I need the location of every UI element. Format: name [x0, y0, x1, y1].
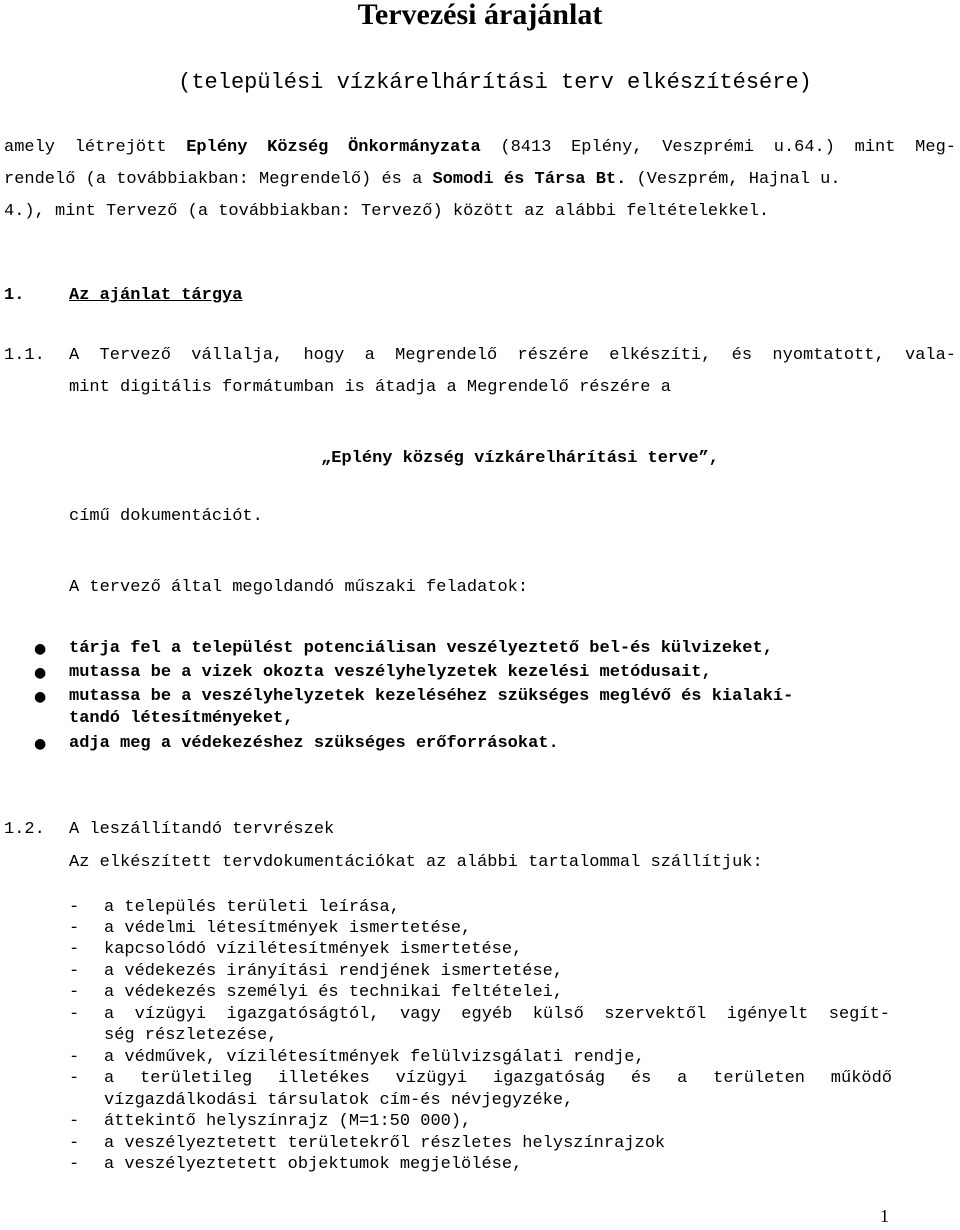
task-text: tárja fel a települést potenciálisan veszélyeztető bel-és külvizeket, — [69, 639, 773, 658]
page-number: 1 — [880, 1206, 889, 1226]
section-1-title: Az ajánlat tárgya — [69, 286, 243, 305]
deliverable-item: a védművek, vízilétesítmények felülvizsgálati rendje, — [104, 1048, 645, 1067]
intro-paragraph — [4, 132, 956, 228]
deliverable-item-cont: vízgazdálkodási társulatok cím-és névjegyzéke, — [104, 1091, 574, 1110]
bullet-icon: ● — [34, 689, 47, 705]
task-bullet-2 — [69, 663, 712, 682]
intro-line-2 — [4, 164, 956, 196]
section-1-number: 1. — [4, 286, 25, 305]
list-dash: - — [69, 1005, 80, 1024]
section-1-2-number: 1.2. — [4, 820, 45, 839]
list-dash: - — [69, 1112, 80, 1131]
bullet-icon: ● — [34, 665, 47, 681]
deliverables-intro: Az elkészített tervdokumentációkat az alábbi tartalommal szállítjuk: — [69, 853, 763, 872]
list-dash: - — [69, 1134, 80, 1153]
list-dash: - — [69, 1048, 80, 1067]
document-title: Tervezési árajánlat — [357, 0, 603, 31]
list-dash: - — [69, 1069, 80, 1088]
list-dash: - — [69, 983, 80, 1002]
intro-text: (Veszprém, Hajnal u. — [626, 170, 841, 189]
section-1-1-line-2: mint digitális formátumban is átadja a Megrendelő részére a — [69, 378, 671, 397]
deliverable-item: a védekezés személyi és technikai feltételei, — [104, 983, 564, 1002]
intro-line-1 — [4, 132, 956, 164]
bullet-icon: ● — [34, 641, 47, 657]
task-text: mutassa be a vizek okozta veszélyhelyzetek kezelési metódusait, — [69, 663, 712, 682]
bullet-icon: ● — [34, 736, 47, 752]
section-1-1-line-1: A Tervező vállalja, hogy a Megrendelő részére elkészíti, és nyomtatott, vala- — [69, 346, 956, 365]
task-bullet-4 — [69, 734, 559, 753]
list-dash: - — [69, 898, 80, 917]
tasks-intro: A tervező által megoldandó műszaki feladatok: — [69, 578, 529, 597]
deliverable-item: a területileg illetékes vízügyi igazgatóság és a területen működő — [104, 1069, 892, 1088]
deliverable-item: a település területi leírása, — [104, 898, 400, 917]
deliverable-item: a védelmi létesítmények ismertetése, — [104, 919, 472, 938]
list-dash: - — [69, 962, 80, 981]
deliverable-item: kapcsolódó vízilétesítmények ismertetése, — [104, 940, 523, 959]
deliverable-item-cont: ség részletezése, — [104, 1026, 278, 1045]
list-dash: - — [69, 919, 80, 938]
client-name: Eplény Község Önkormányzata — [186, 138, 481, 157]
task-text: mutassa be a veszélyhelyzetek kezeléséhez szükséges meglévő és kialakí- — [69, 687, 794, 706]
task-bullet-3-cont — [69, 709, 293, 728]
task-text: adja meg a védekezéshez szükséges erőforrásokat. — [69, 734, 559, 753]
task-text: tandó létesítményeket, — [69, 709, 294, 728]
section-1-heading — [4, 286, 24, 305]
section-1-title-wrap — [69, 286, 242, 305]
deliverable-item: a vízügyi igazgatóságtól, vagy egyéb külső szervektől igényelt segít- — [104, 1005, 890, 1024]
deliverable-item: áttekintő helyszínrajz (M=1:50 000), — [104, 1112, 472, 1131]
document-reference: című dokumentációt. — [69, 507, 263, 526]
deliverable-item: a veszélyeztetett objektumok megjelölése, — [104, 1155, 523, 1174]
document-subtitle: (települési vízkárelhárítási terv elkészítésére) — [178, 70, 812, 95]
intro-text: amely létrejött — [4, 138, 187, 157]
section-1-2-title: A leszállítandó tervrészek — [69, 820, 335, 839]
task-bullet-1 — [69, 639, 773, 658]
intro-text: rendelő (a továbbiakban: Megrendelő) és a — [4, 170, 433, 189]
intro-line-3: 4.), mint Tervező (a továbbiakban: Tervező) között az alábbi feltételekkel. — [4, 202, 770, 221]
deliverable-item: a védekezés irányítási rendjének ismertetése, — [104, 962, 564, 981]
intro-text: (8413 Eplény, Veszprémi u.64.) mint Meg- — [480, 138, 956, 157]
deliverable-item: a veszélyeztetett területekről részletes helyszínrajzok — [104, 1134, 666, 1153]
list-dash: - — [69, 940, 80, 959]
plan-title-text: „Eplény község vízkárelhárítási terve”, — [321, 449, 719, 468]
section-1-1-number: 1.1. — [4, 346, 45, 365]
task-bullet-3 — [69, 687, 793, 706]
designer-name: Somodi és Társa Bt. — [432, 170, 627, 189]
list-dash: - — [69, 1155, 80, 1174]
plan-title — [0, 449, 960, 468]
